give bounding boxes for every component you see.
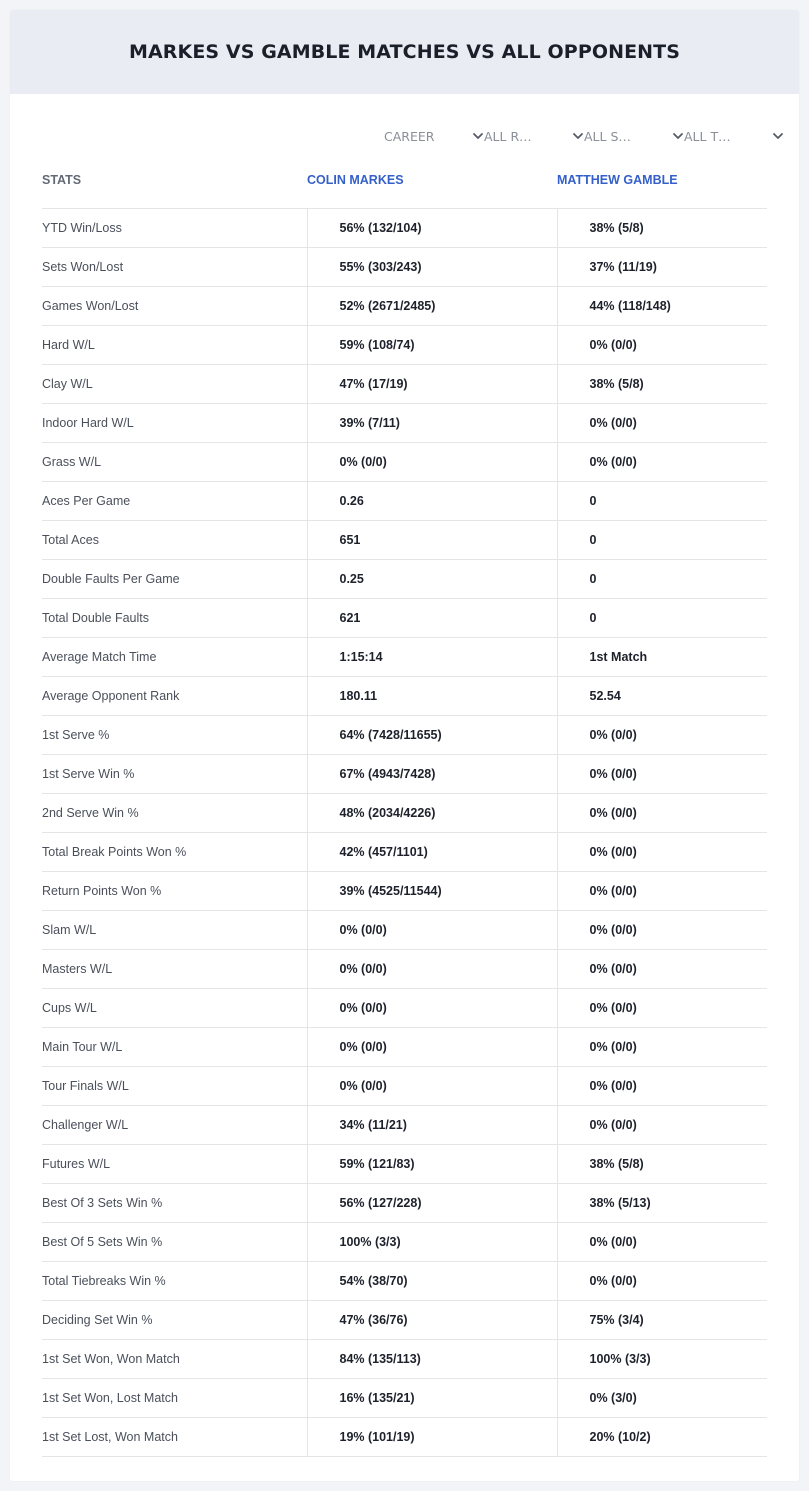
player1-value: 64% (7428/11655) [307,716,557,755]
table-row [42,365,767,404]
player1-value: 0% (0/0) [307,989,557,1028]
player2-value: 38% (5/13) [557,1184,767,1223]
stat-label: Tour Finals W/L [42,1079,129,1093]
chevron-down-icon [472,130,484,142]
player1-value: 59% (121/83) [307,1145,557,1184]
table-row [42,443,767,482]
player1-value: 47% (17/19) [307,365,557,404]
table-row [42,1301,767,1340]
player1-value: 67% (4943/7428) [307,755,557,794]
table-row [42,1184,767,1223]
player1-value: 59% (108/74) [307,326,557,365]
stats-table-body [42,209,767,1457]
stat-label: Hard W/L [42,338,95,352]
stat-label: YTD Win/Loss [42,221,122,235]
player2-value: 0% (0/0) [557,1262,767,1301]
chevron-down-icon [772,130,784,142]
player1-value: 16% (135/21) [307,1379,557,1418]
stat-label: Best Of 3 Sets Win % [42,1196,163,1210]
stat-label: Sets Won/Lost [42,260,124,274]
player2-value: 0 [557,482,767,521]
filter-label: ALL T… [684,128,731,144]
player2-value: 0 [557,599,767,638]
table-row [42,794,767,833]
stat-label: Indoor Hard W/L [42,416,134,430]
stats-column-header: STATS [42,173,82,187]
player2-value: 52.54 [557,677,767,716]
stat-label: Masters W/L [42,962,113,976]
player2-value: 38% (5/8) [557,209,767,248]
stat-label: 2nd Serve Win % [42,806,139,820]
player1-value: 0% (0/0) [307,443,557,482]
stat-label: Games Won/Lost [42,299,139,313]
stat-label: Average Opponent Rank [42,689,180,703]
table-row [42,560,767,599]
player1-value: 0% (0/0) [307,950,557,989]
stat-label: Challenger W/L [42,1118,129,1132]
player2-value: 0% (0/0) [557,794,767,833]
player2-value: 0% (0/0) [557,1223,767,1262]
player2-value: 0% (0/0) [557,989,767,1028]
player2-value: 0% (0/0) [557,872,767,911]
table-row [42,950,767,989]
stat-label: Cups W/L [42,1001,97,1015]
player2-value: 0% (0/0) [557,1106,767,1145]
player1-value: 1:15:14 [307,638,557,677]
player1-value: 47% (36/76) [307,1301,557,1340]
player2-value: 0% (0/0) [557,326,767,365]
table-row [42,1262,767,1301]
player1-column-header[interactable]: COLIN MARKES [307,173,404,187]
player2-value: 0% (0/0) [557,833,767,872]
table-row [42,209,767,248]
stat-label: 1st Set Won, Lost Match [42,1391,178,1405]
player2-value: 0% (0/0) [557,1067,767,1106]
table-row [42,1145,767,1184]
table-row [42,989,767,1028]
player2-value: 100% (3/3) [557,1340,767,1379]
player1-value: 48% (2034/4226) [307,794,557,833]
table-row [42,1223,767,1262]
page-title: MARKES VS GAMBLE MATCHES VS ALL OPPONENTS [128,41,681,63]
stat-label: Aces Per Game [42,494,131,508]
player2-value: 0% (0/0) [557,911,767,950]
filter-tournament-select[interactable] [684,126,784,146]
table-row [42,1340,767,1379]
player1-value: 52% (2671/2485) [307,287,557,326]
player2-value: 0% (0/0) [557,755,767,794]
stat-label: Total Double Faults [42,611,150,625]
player1-value: 54% (38/70) [307,1262,557,1301]
stat-label: Double Faults Per Game [42,572,180,586]
stat-label: Average Match Time [42,650,157,664]
table-row [42,1067,767,1106]
stat-label: 1st Serve % [42,728,110,742]
player2-value: 0% (0/0) [557,443,767,482]
stat-label: Grass W/L [42,455,102,469]
table-row [42,287,767,326]
player1-value: 621 [307,599,557,638]
stat-label: 1st Set Lost, Won Match [42,1430,178,1444]
chevron-down-icon [572,130,584,142]
player1-value: 0% (0/0) [307,1028,557,1067]
filter-bar [384,126,784,146]
player2-value: 0 [557,560,767,599]
player2-value: 38% (5/8) [557,365,767,404]
player1-value: 0% (0/0) [307,911,557,950]
table-row [42,1106,767,1145]
table-row [42,599,767,638]
player1-value: 34% (11/21) [307,1106,557,1145]
table-row [42,872,767,911]
stat-label: Total Aces [42,533,99,547]
table-row [42,326,767,365]
stat-label: Main Tour W/L [42,1040,123,1054]
stat-label: Clay W/L [42,377,93,391]
player1-value: 42% (457/1101) [307,833,557,872]
player1-value: 56% (132/104) [307,209,557,248]
player2-value: 0 [557,521,767,560]
filter-round-select[interactable] [484,126,584,146]
player1-value: 39% (7/11) [307,404,557,443]
player1-value: 100% (3/3) [307,1223,557,1262]
player1-value: 0% (0/0) [307,1067,557,1106]
player1-value: 651 [307,521,557,560]
player1-value: 0.25 [307,560,557,599]
player1-value: 19% (101/19) [307,1418,557,1457]
stats-card [10,10,799,1481]
table-row [42,1028,767,1067]
player2-value: 75% (3/4) [557,1301,767,1340]
table-row [42,911,767,950]
filter-label: ALL R… [484,128,532,144]
player1-value: 39% (4525/11544) [307,872,557,911]
stat-label: Futures W/L [42,1157,111,1171]
table-row [42,1379,767,1418]
table-row [42,833,767,872]
chevron-down-icon [672,130,684,142]
stat-label: 1st Set Won, Won Match [42,1352,180,1366]
card-header [10,10,799,94]
player1-value: 0.26 [307,482,557,521]
filter-label: CAREER [384,128,435,144]
player2-value: 0% (0/0) [557,950,767,989]
stat-label: 1st Serve Win % [42,767,135,781]
table-row [42,716,767,755]
player2-value: 38% (5/8) [557,1145,767,1184]
filter-period-select[interactable] [384,126,484,146]
stat-label: Slam W/L [42,923,97,937]
player1-value: 55% (303/243) [307,248,557,287]
player2-value: 44% (118/148) [557,287,767,326]
player1-value: 84% (135/113) [307,1340,557,1379]
table-row [42,755,767,794]
filter-label: ALL S… [584,128,631,144]
player2-value: 20% (10/2) [557,1418,767,1457]
player2-value: 37% (11/19) [557,248,767,287]
table-row [42,482,767,521]
table-row [42,1418,767,1457]
stats-table [42,208,767,1457]
player2-value: 0% (0/0) [557,404,767,443]
table-row [42,404,767,443]
player2-column-header[interactable]: MATTHEW GAMBLE [557,173,678,187]
stat-label: Total Tiebreaks Win % [42,1274,166,1288]
stat-label: Deciding Set Win % [42,1313,153,1327]
stat-label: Return Points Won % [42,884,162,898]
player1-value: 56% (127/228) [307,1184,557,1223]
player1-value: 180.11 [307,677,557,716]
filter-surface-select[interactable] [584,126,684,146]
table-row [42,677,767,716]
player2-value: 0% (0/0) [557,1028,767,1067]
stat-label: Best Of 5 Sets Win % [42,1235,163,1249]
player2-value: 0% (3/0) [557,1379,767,1418]
stat-label: Total Break Points Won % [42,845,187,859]
table-row [42,521,767,560]
player2-value: 0% (0/0) [557,716,767,755]
player2-value: 1st Match [557,638,767,677]
table-row [42,248,767,287]
table-row [42,638,767,677]
